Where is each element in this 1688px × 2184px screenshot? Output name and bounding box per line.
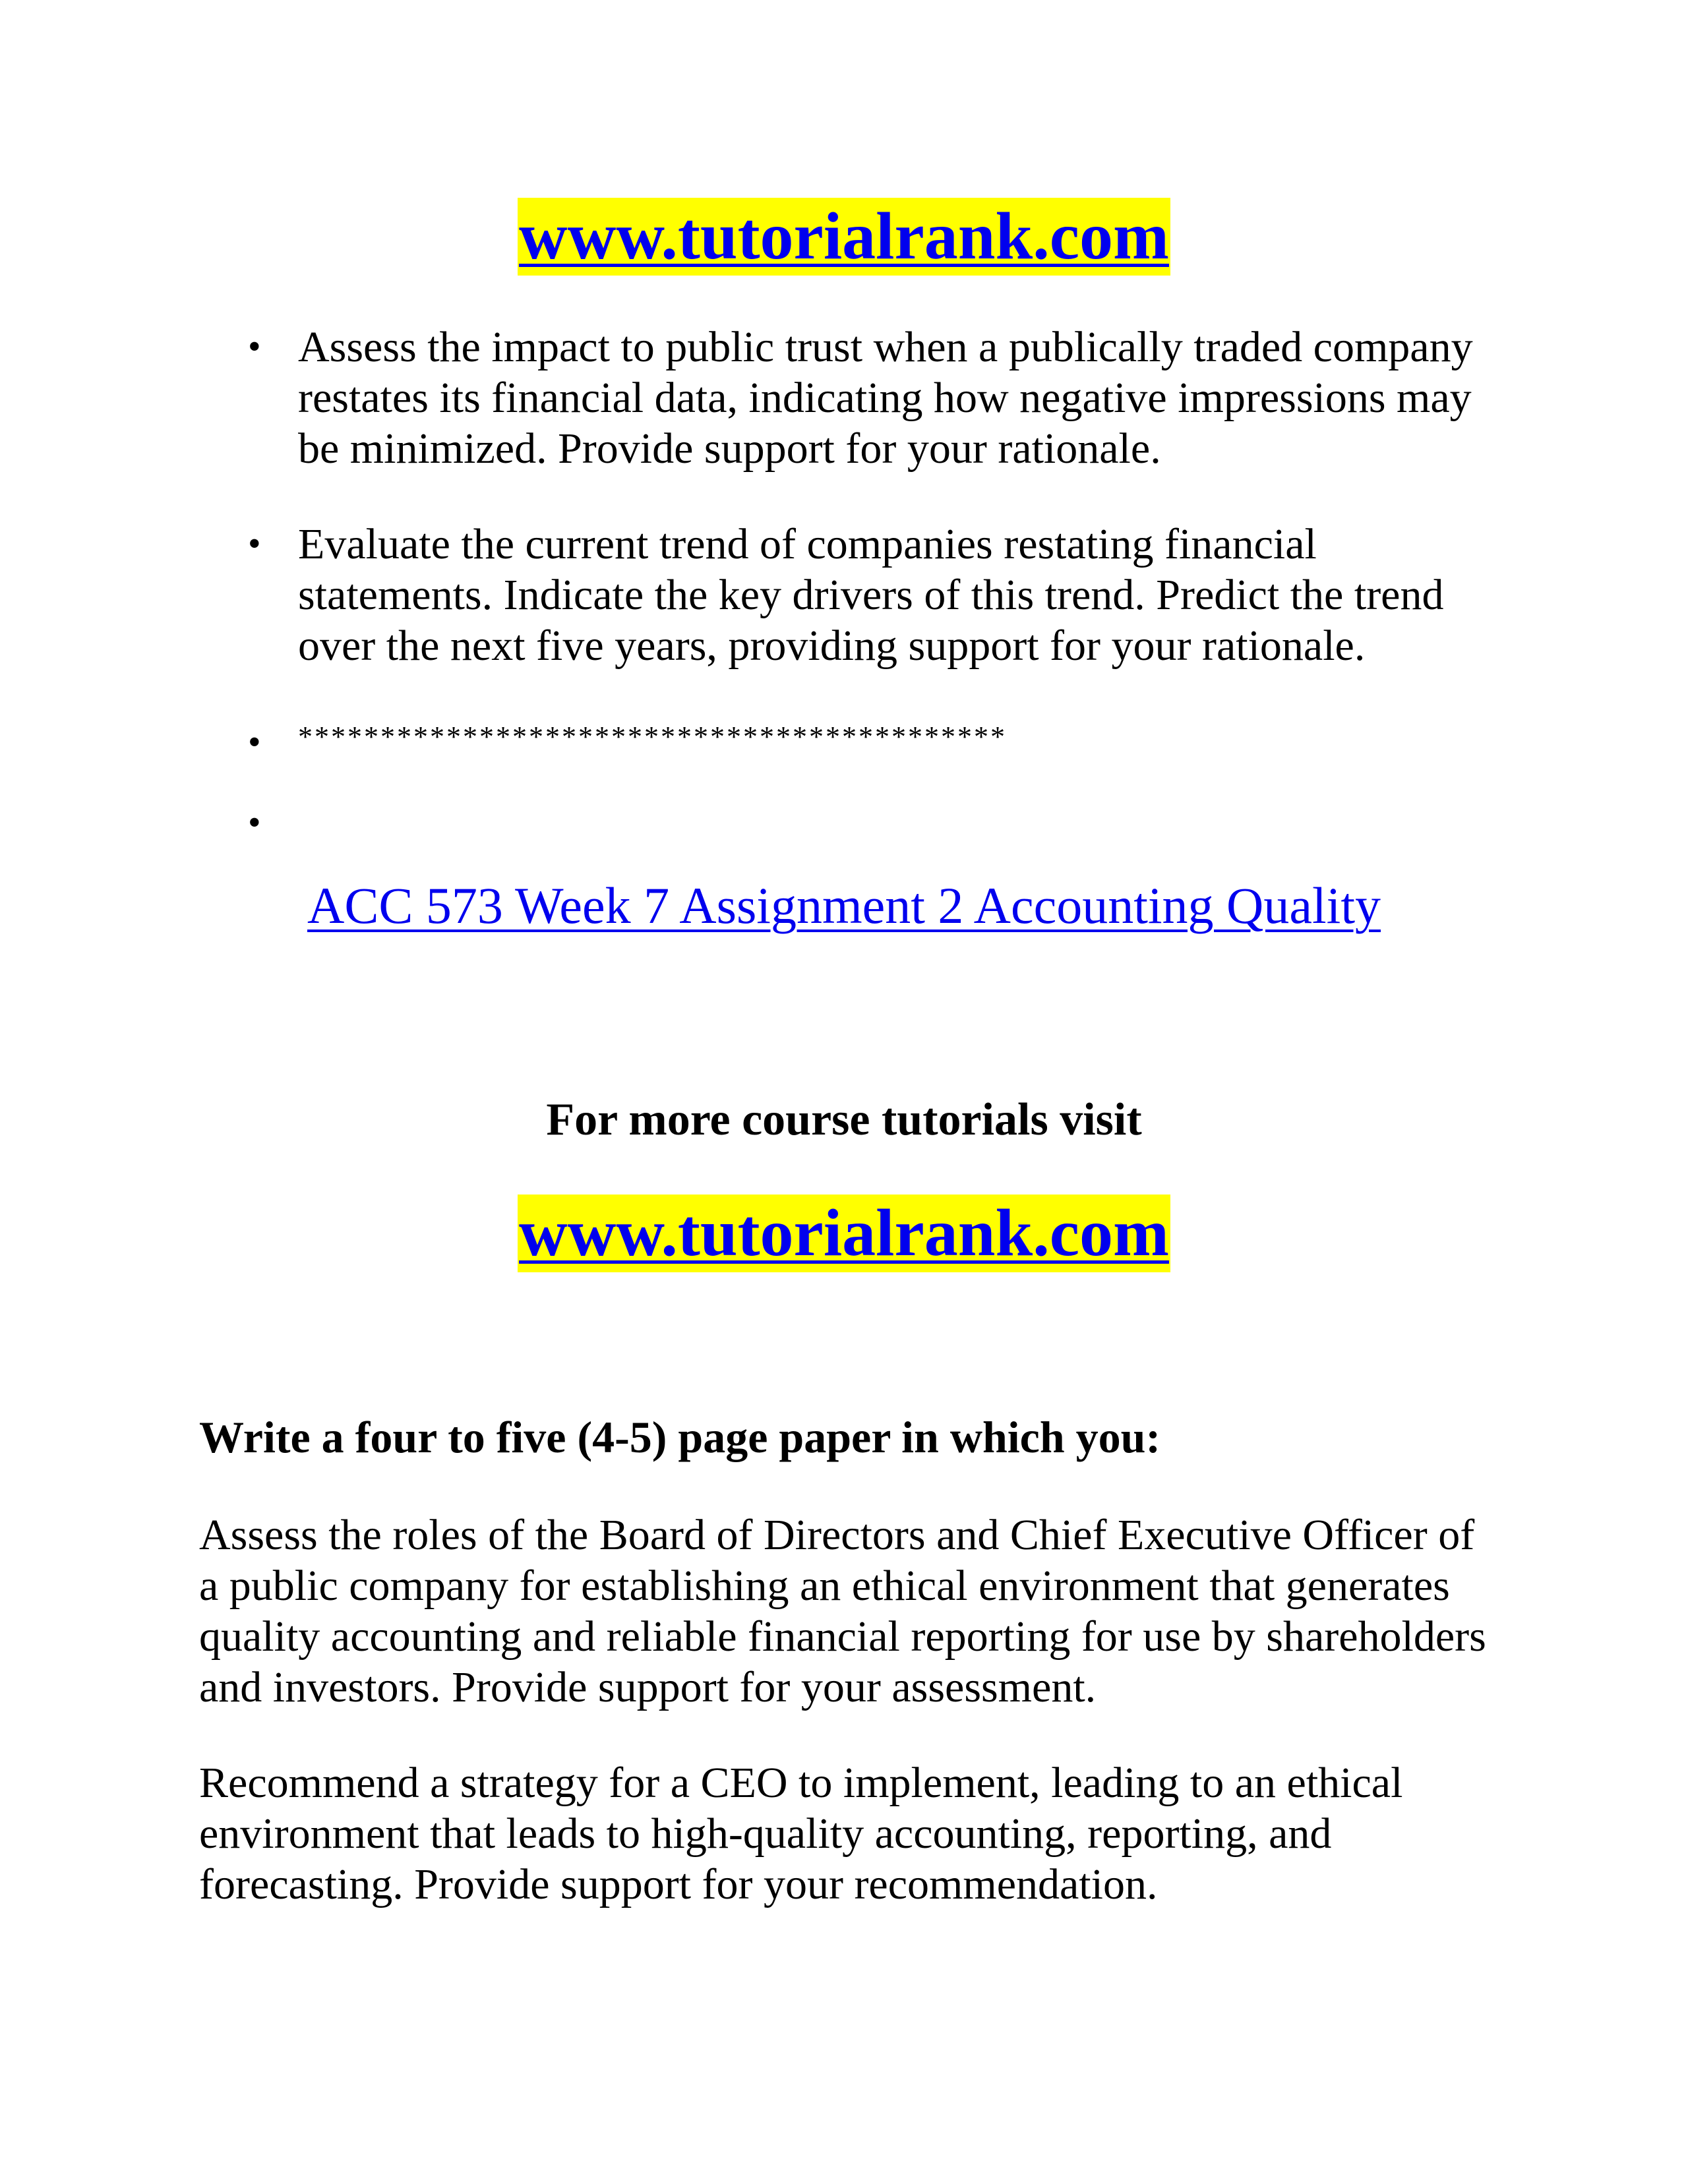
list-item-text: Evaluate the current trend of companies restating financial statements. Indicate the key drivers of this trend. Predict the trend over the next five years, providing support for your rationale. bbox=[298, 520, 1444, 670]
separator-text: ******************************************* bbox=[298, 721, 1007, 753]
site-link-top[interactable]: www.tutorialrank.com bbox=[518, 198, 1170, 276]
assignment-paragraph-1: Assess the roles of the Board of Directors and Chief Executive Officer of a public company for establishing an ethical environment that generates quality accounting and reliable financial reporting for use by shareholders and investors. Provide support for your assessment. bbox=[199, 1511, 1486, 1711]
bullet-icon: • bbox=[248, 326, 261, 367]
list-item-text: Assess the impact to public trust when a publically traded company restates its financial data, indicating how negative impressions may be minimized. Provide support for your rationale. bbox=[298, 323, 1473, 473]
list-item bbox=[248, 519, 1501, 671]
list-item bbox=[248, 322, 1501, 474]
header-link-row bbox=[0, 198, 1688, 276]
course-title-link[interactable]: ACC 573 Week 7 Assignment 2 Accounting Quality bbox=[307, 877, 1381, 934]
promo-heading-row bbox=[0, 1093, 1688, 1147]
bullet-icon: • bbox=[248, 802, 261, 843]
bullet-icon: • bbox=[248, 523, 261, 564]
assignment-intro: Write a four to five (4-5) page paper in which you: bbox=[199, 1412, 1161, 1462]
promo-heading: For more course tutorials visit bbox=[546, 1094, 1142, 1145]
assignment-paragraph-2: Recommend a strategy for a CEO to implement, leading to an ethical environment that leads to high-quality accounting, reporting, and forecasting. Provide support for your recommendation. bbox=[199, 1759, 1403, 1908]
list-item bbox=[248, 798, 1501, 843]
list-item bbox=[248, 716, 1501, 763]
bullet-icon: • bbox=[248, 722, 263, 763]
course-title-row bbox=[0, 875, 1688, 936]
promo-link-row bbox=[0, 1195, 1688, 1272]
site-link-bottom[interactable]: www.tutorialrank.com bbox=[518, 1195, 1170, 1272]
requirements-list bbox=[248, 322, 1501, 885]
